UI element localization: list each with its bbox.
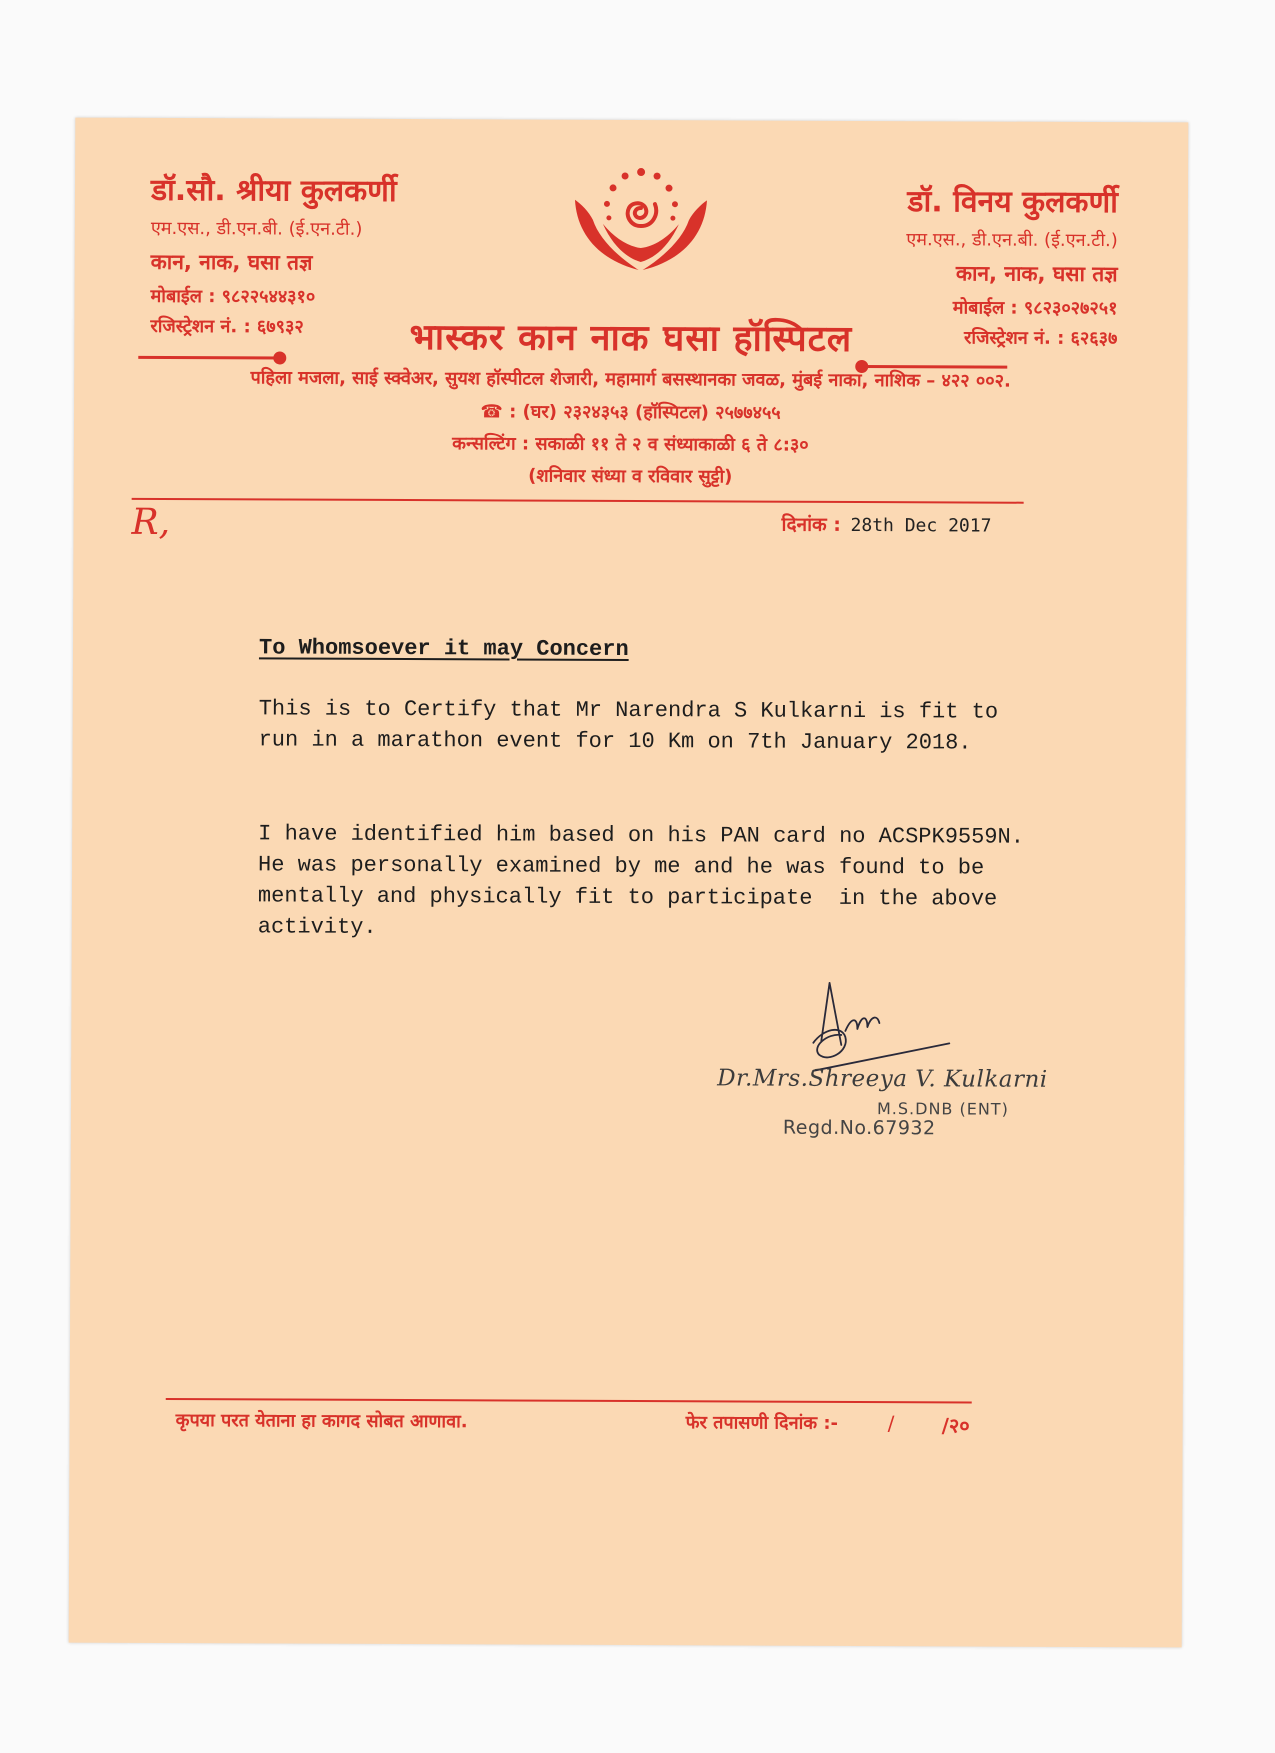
left-doctor-specialty: कान, नाक, घसा तज्ञ <box>150 249 313 275</box>
date-value: 28th Dec 2017 <box>850 514 992 537</box>
left-doctor-degree: एम.एस., डी.एन.बी. (ई.एन.टी.) <box>150 217 363 240</box>
consulting-timings: कन्सल्टिंग : सकाळी ११ ते २ व संध्याकाळी ६ ते ८:३० <box>452 433 809 456</box>
letter-paragraph-1: This is to Certify that Mr Narendra S Kulkarni is fit to run in a marathon event for 10 Km on 7th January 2018. <box>258 696 1012 756</box>
revisit-date-slash: / <box>887 1411 895 1436</box>
hospital-address: पहिला मजला, साई स्क्वेअर, सुयश हॉस्पीटल शेजारी, महामार्ग बसस्थानका जवळ, मुंबई नाका, नाशिक – ४२२ ००२. <box>250 367 1011 392</box>
left-doctor-registration: रजिस्ट्रेशन नं. : ६७९३२ <box>150 315 304 338</box>
hospital-logo-icon <box>569 164 713 277</box>
footer-divider <box>166 1398 972 1404</box>
left-doctor-mobile: मोबाईल : ९८२२५४४३१० <box>150 285 316 308</box>
revisit-date-label: फेर तपासणी दिनांक :- <box>685 1412 839 1434</box>
right-doctor-specialty: कान, नाक, घसा तज्ञ <box>955 261 1118 287</box>
right-doctor-mobile: मोबाईल : ९८२३०२७२५१ <box>952 297 1118 320</box>
stamp-doctor-name: Dr.Mrs.Shreeya V. Kulkarni <box>717 1065 1048 1093</box>
header-divider <box>132 498 1024 504</box>
right-doctor-degree: एम.एस., डी.एन.बी. (ई.एन.टी.) <box>906 229 1118 252</box>
stamp-degree: M.S.DNB (ENT) <box>876 1099 1009 1119</box>
stamp-registration: Regd.No.67932 <box>782 1116 936 1140</box>
date-label: दिनांक : <box>781 513 841 536</box>
holiday-note: (शनिवार संध्या व रविवार सुट्टी) <box>528 465 733 488</box>
right-doctor-name: डॉ. विनय कुलकर्णी <box>907 184 1119 221</box>
prescription-symbol: R, <box>131 501 171 543</box>
letter-subject: To Whomsoever it may Concern <box>258 635 629 662</box>
letterhead-sheet <box>69 118 1189 1648</box>
left-doctor-name: डॉ.सौ. श्रीया कुलकर्णी <box>150 172 397 209</box>
hospital-phone: ☎ : (घर) २३२४३५३ (हॉस्पिटल) २५७७४५५ <box>480 401 781 424</box>
footer-note: कृपया परत येताना हा कागद सोबत आणावा. <box>175 1410 468 1433</box>
letter-paragraph-2: I have identified him based on his PAN card no ACSPK9559N. He was personally examined by me and he was found to be mentally and physically fit to participate in the above activity. <box>257 821 1038 940</box>
hospital-name: भास्कर कान नाक घसा हॉस्पिटल <box>409 317 853 360</box>
revisit-date-year: /२० <box>941 1413 970 1438</box>
right-doctor-registration: रजिस्ट्रेशन नं. : ६२६३७ <box>964 327 1118 350</box>
